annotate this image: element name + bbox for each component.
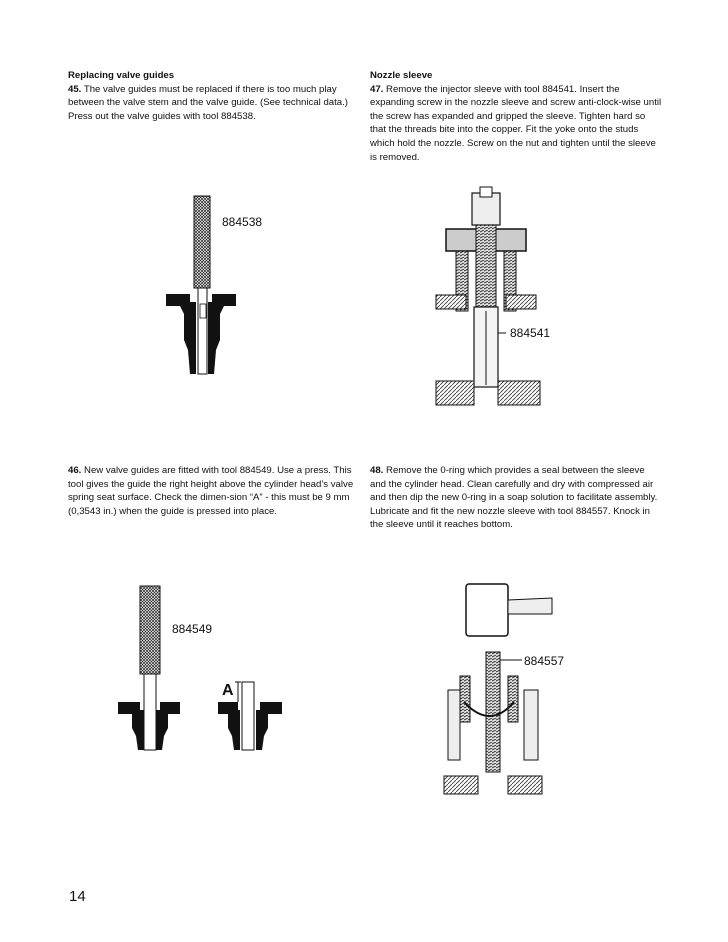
figure-46-tool-label: 884549 xyxy=(172,622,213,636)
figure-47-sleeve-puller xyxy=(432,185,612,410)
figure-46-drawing xyxy=(114,582,294,760)
step-47-text: Remove the injector sleeve with tool 884541. Insert the expanding screw in the nozzle sleeve and screw anti-clock-wise until the screw has expanded and gripped the sleeve. Tighten hard so that the threads bite into the copper. Fit the yoke onto the studs which hold the nozzle. Screw on the nut and tighten until the sleeve is removed. xyxy=(370,83,662,163)
step-46-number: 46. xyxy=(68,465,82,476)
step-46-text: New valve guides are fitted with tool 884549. Use a press. This tool gives the guide the right height above the cylinder head’s valve spring seat surface. Check the dimen-sion “A” - this must be 9 mm (0,3543 in.) when the guide is pressed into place. xyxy=(68,465,354,517)
heading-replacing-valve-guides: Replacing valve guides xyxy=(68,70,175,81)
figure-47-tool-label: 884541 xyxy=(510,326,551,340)
step-48-number: 48. xyxy=(370,465,384,476)
step-45-paragraph xyxy=(68,83,360,124)
step-45-number: 45. xyxy=(68,83,82,95)
figure-48-knock-in-tool xyxy=(440,580,620,800)
figure-46-dimension-a: A xyxy=(222,682,234,699)
figure-45-press-out-tool xyxy=(160,190,290,380)
step-47-number: 47. xyxy=(370,83,384,95)
step-47-paragraph xyxy=(370,83,662,165)
section-replacing-valve-guides xyxy=(68,69,360,123)
step-45-text: The valve guides must be replaced if there is too much play between the valve stem and the valve guide. (See technical data.) Press out the valve guides with tool 884538. xyxy=(68,83,348,122)
figure-48-drawing xyxy=(440,580,620,800)
step-46-paragraph xyxy=(68,464,360,518)
step-48-paragraph xyxy=(370,464,662,532)
figure-47-drawing xyxy=(432,185,612,410)
heading-nozzle-sleeve: Nozzle sleeve xyxy=(370,70,433,81)
figure-45-tool-label: 884538 xyxy=(222,215,263,229)
figure-46-fitting-tool xyxy=(114,582,294,760)
section-nozzle-sleeve xyxy=(370,69,662,164)
figure-48-tool-label: 884557 xyxy=(524,654,565,668)
step-48-text: Remove the 0-ring which provides a seal between the sleeve and the cylinder head. Clean carefully and dry with compressed air and then dip the new 0-ring in a soap solution to facilitate assembly. Lubricate and fit the new nozzle sleeve with tool 884557. Knock in the sleeve until it reaches bottom. xyxy=(370,465,658,531)
page-number: 14 xyxy=(69,888,86,905)
section-step-46 xyxy=(68,464,360,518)
section-step-48 xyxy=(370,464,662,532)
